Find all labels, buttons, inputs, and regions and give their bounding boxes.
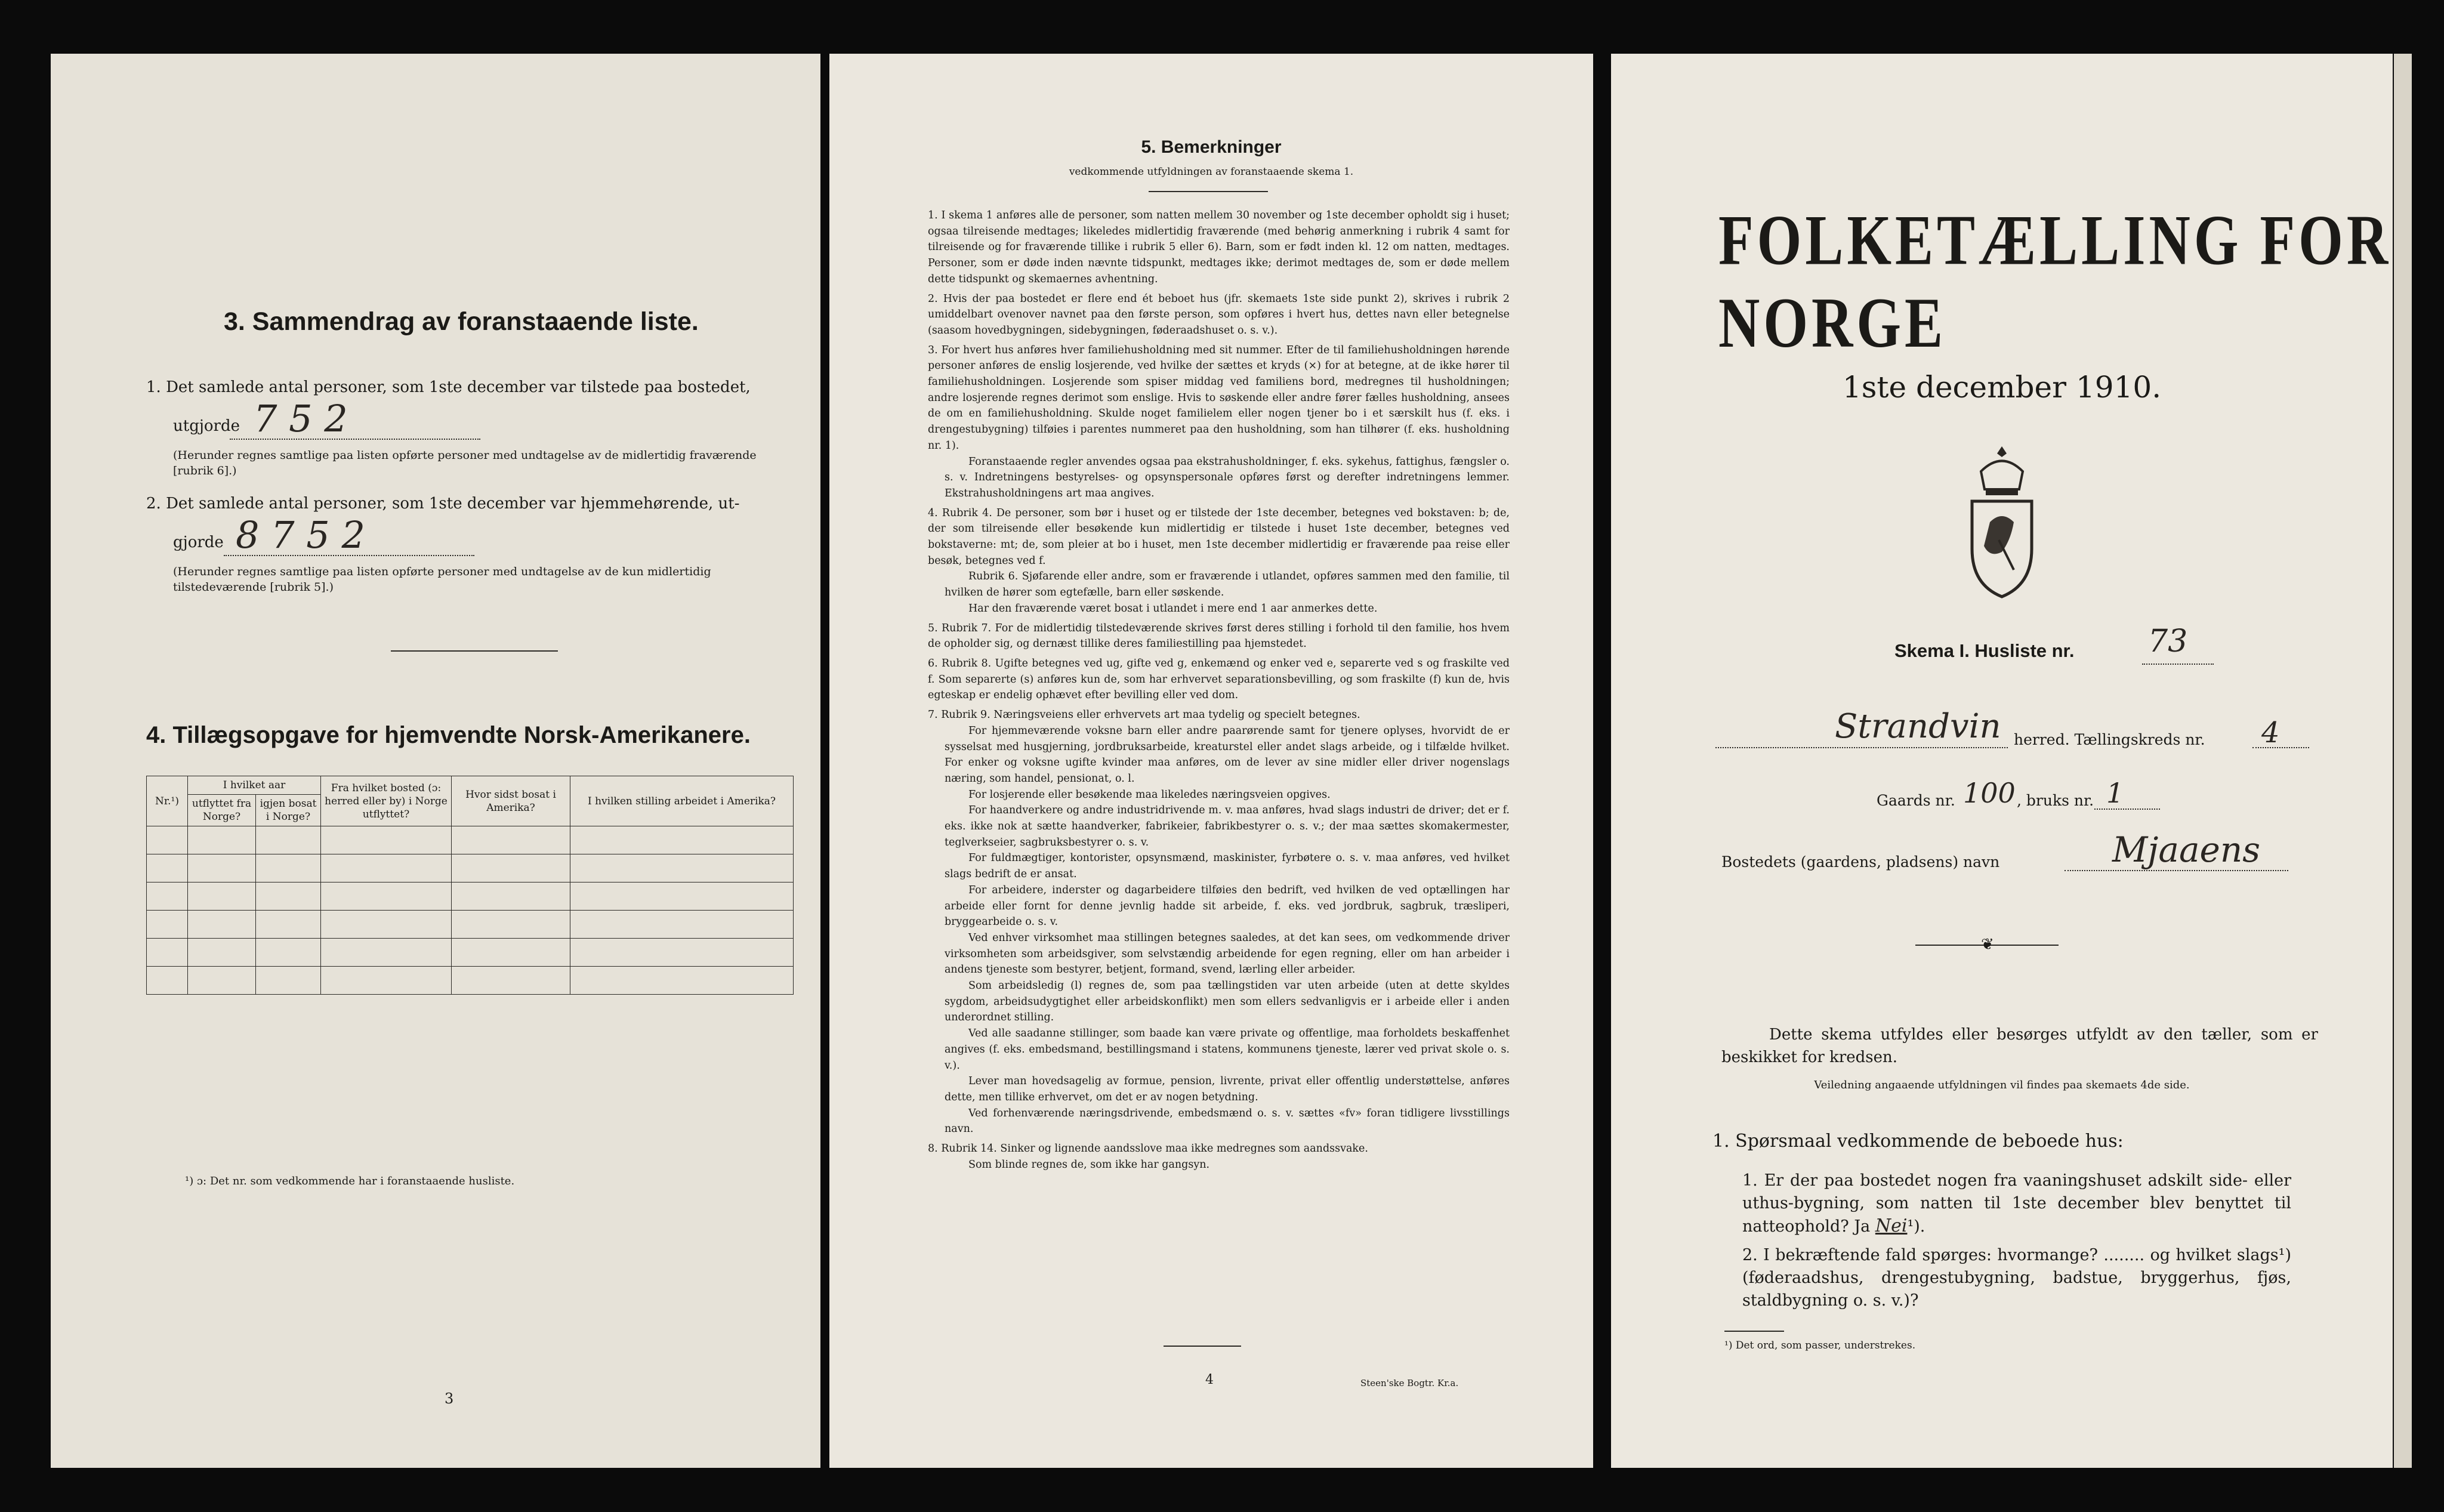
instruction-text: Dette skema utfyldes eller besørges utfyldt av den tæller, som er beskikket for kredsen.	[1721, 1026, 2318, 1066]
remarks-subtitle: vedkommende utfyldningen av foranstaaende skema 1.	[1069, 166, 1354, 178]
table-row	[147, 826, 794, 854]
bosted-fill-line	[2065, 870, 2288, 871]
col-last-place: Hvor sidst bosat i Amerika?	[452, 776, 570, 826]
remark-paragraph: For fuldmægtiger, kontorister, opsynsmænd, maskinister, fyrbøtere o. s. v. maa anføres, ved hvilket slags bedrift de er ansat.	[945, 852, 1510, 881]
kreds-handwritten: 4	[2261, 716, 2280, 749]
table-row	[147, 882, 794, 911]
item1-utgjorde: utgjorde	[173, 417, 240, 435]
remark-paragraph: Lever man hovedsagelig av formue, pension, livrente, privat eller offentlig understøttelse, anføres dette, men tillike erhvervet, om det er av nogen betydning.	[945, 1075, 1510, 1103]
col-position: I hvilken stilling arbeidet i Amerika?	[570, 776, 794, 826]
item1-handwritten: 7 5 2	[254, 397, 348, 440]
census-date: 1ste december 1910.	[1842, 370, 2162, 405]
table-row	[147, 939, 794, 967]
item1-fill-line	[230, 439, 480, 440]
ornament-icon: ❦	[1981, 936, 1994, 954]
item2-handwritten: 8 7 5 2	[236, 513, 365, 557]
table-row	[147, 854, 794, 882]
question-2: 2. I bekræftende fald spørges: hvormange? ........ og hvilket slags¹) (føderaadshus, drengestubygning, badstue, bryggerhus, fjøs, staldbygning o. s. v.)?	[1742, 1246, 2291, 1310]
gaards-handwritten: 100	[1963, 777, 2016, 809]
schema-label: Skema I. Husliste nr.	[1894, 640, 2075, 661]
remark-paragraph: Som arbeidsledig (l) regnes de, som paa tællingstiden var uten arbeide (uten at dette skyldes sygdom, arbeidsudygtighet eller arbeidskonflikt) men som ellers sedvanligvis er i arbeide eller i anden underordnet stilling.	[945, 980, 1510, 1024]
remark-paragraph: 1. I skema 1 anføres alle de personer, som natten mellem 30 november og 1ste december opholdt sig i huset; ogsaa tilreisende medtages; likeledes midlertidig fraværende (med behørig anmerkning i rubrik 4 samt for tilreisende og for fraværende tillike i rubrik 5 eller 6). Barn, som er født inden kl. 12 om natten, medtages. Personer, som er døde inden nævnte tidspunkt, medtages ikke; derimot medtages de, som er døde mellem dette tidspunkt og skemaernes avhentning.	[928, 209, 1510, 285]
remark-paragraph: Foranstaaende regler anvendes ogsaa paa ekstrahusholdninger, f. eks. sykehus, fattighus, fængsler o. s. v. Indretningens bestyrelses- og opsynspersonale opføres først og derefter indretningens lemmer. Ekstrahusholdningens art maa angives.	[945, 455, 1510, 499]
item2-fill-line	[224, 555, 474, 556]
item1-text: 1. Det samlede antal personer, som 1ste december var tilstede paa bostedet,	[146, 378, 751, 396]
remark-paragraph: For losjerende eller besøkende maa likeledes næringsveien opgives.	[968, 788, 1331, 801]
bruks-label: , bruks nr.	[2017, 792, 2094, 809]
bosted-label: Bostedets (gaardens, pladsens) navn	[1721, 853, 2000, 871]
census-title: FOLKETÆLLING FOR NORGE	[1718, 199, 2392, 363]
bosted-handwritten: Mjaaens	[2112, 829, 2260, 870]
remark-paragraph: For arbeidere, inderster og dagarbeidere tilføies den bedrift, ved hvilken de ved optællingen har arbeide eller fornt for denne jevnlig hadde sit arbeide, f. eks. ved jordbruk, sagbruk, træsliperi, bryggearbeide o. s. v.	[945, 884, 1510, 928]
remark-paragraph: Som blinde regnes de, som ikke har gangsyn.	[968, 1158, 1210, 1171]
bruks-fill-line	[2094, 809, 2160, 810]
item2-text: 2. Det samlede antal personer, som 1ste december var hjemmehørende, ut-	[146, 495, 740, 513]
remark-paragraph: Ved enhver virksomhet maa stillingen betegnes saaledes, at det kan sees, om vedkommende driver virksomheten som arbeidsgiver, som selvstændig arbeidende for egen regning, eller om han arbeider i andens tjeneste som bestyrer, betjent, formand, svend, lærling eller arbeider.	[945, 931, 1510, 976]
herred-handwritten: Strandvin	[1835, 707, 2001, 746]
remark-paragraph: Rubrik 6. Sjøfarende eller andre, som er fraværende i utlandet, opføres sammen med den familie, til hvilken de hører som egtefælle, barn eller søskende.	[945, 570, 1510, 599]
remark-paragraph: For hjemmeværende voksne barn eller andre paarørende samt for tjenere oplyses, hvorvidt de er sysselsat med husgjerning, jordbruksarbeide, kreaturstel eller andet slags arbeide, og i tilfælde hvilket. For enker og voksne ugifte kvinder maa anføres, om de lever av sine midler eller driver nogenslags næring, som handel, pensionat, o. l.	[945, 724, 1510, 785]
remark-paragraph: 3. For hvert hus anføres hver familiehusholdning med sit nummer. Efter de til familiehusholdningen hørende personer anføres de enslig losjerende, ved hvilke der sættes et kryds (×) for at betegne, at de ikke hører til familiehusholdningen. Losjerende som spiser middag ved familiens bord, medregnes til husholdningen; andre losjerende regnes derimot som enslige. Hvis to søskende eller andre fører fælles husholdning, ansees de om en familiehusholdning. Skulde noget familielem eller nogen tjener bo i et særskilt hus (f. eks. i drengestubygning) tilføies i parentes nummeret paa den husholdning, som han tilhører (f. eks. husholdning nr. 1).	[928, 344, 1510, 452]
remark-paragraph: 6. Rubrik 8. Ugifte betegnes ved ug, gifte ved g, enkemænd og enker ved e, separerte ved s og fraskilte ved f. Som separerte (s) anføres kun de, som har erhvervet separationsbevilling, og som fraskilte (f) kun de, hvis egteskap er endelig ophævet efter bevilling eller ved dom.	[928, 657, 1510, 702]
divider	[391, 650, 558, 652]
remark-paragraph: 4. Rubrik 4. De personer, som bør i huset og er tilstede der 1ste december, betegnes ved bokstaven: b; de, der som tilreisende eller besøkende kun midlertidig er tilstede i huset 1ste december, betegnes ved bokstaverne: mt; de, som pleier at bo i huset, men 1ste december midlertidig er fraværende paa reise eller besøk, betegnes ved f.	[928, 507, 1510, 567]
section3-title: 3. Sammendrag av foranstaaende liste.	[224, 307, 699, 336]
guidance-text: Veiledning angaaende utfyldningen vil findes paa skemaets 4de side.	[1814, 1079, 2190, 1091]
questions-heading: 1. Spørsmaal vedkommende de beboede hus:	[1712, 1131, 2124, 1152]
left-footnote: ¹) ɔ: Det nr. som vedkommende har i foranstaaende husliste.	[185, 1175, 515, 1187]
table-row	[147, 967, 794, 995]
remarks-title: 5. Bemerkninger	[1141, 137, 1282, 157]
remarks-list	[928, 208, 1510, 1172]
remark-paragraph: 5. Rubrik 7. For de midlertidig tilstedeværende skrives først deres stilling i forhold til den familie, hos hvem de opholder sig, og dernæst tillike deres familiestilling paa hjemstedet.	[928, 622, 1510, 650]
kreds-fill-line	[2252, 747, 2309, 748]
middle-page	[829, 54, 1593, 1468]
bottom-rule	[1164, 1346, 1241, 1347]
section4-title: 4. Tillægsopgave for hjemvendte Norsk-Amerikanere.	[146, 722, 751, 748]
col-emigrated: utflyttet fra Norge?	[188, 795, 256, 826]
printer-note: Steen'ske Bogtr. Kr.a.	[1360, 1378, 1459, 1388]
col-nr: Nr.¹)	[147, 776, 188, 826]
remark-paragraph: Ved forhenværende næringsdrivende, embedsmænd o. s. v. sættes «fv» foran tidligere livsstillings navn.	[945, 1107, 1510, 1135]
schema-handwritten: 73	[2148, 624, 2188, 659]
item2-note: (Herunder regnes samtlige paa listen opførte personer med undtagelse av de kun midlertidig tilstedeværende [rubrik 5].)	[173, 565, 711, 594]
col-from-place: Fra hvilket bosted (ɔ: herred eller by) i Norge utflyttet?	[321, 776, 452, 826]
table-row	[147, 911, 794, 939]
remark-paragraph: For haandverkere og andre industridrivende m. v. maa anføres, hvad slags industri de driver; det er f. eks. ikke nok at sætte haandverker, fabrikeier, fabrikbestyrer o. s. v.; der maa sættes skomakermester, teglverkseier, sagbruksbestyrer o. s. v.	[945, 804, 1510, 848]
right-footnote: ¹) Det ord, som passer, understrekes.	[1724, 1340, 1916, 1351]
middle-page-number: 4	[1205, 1372, 1214, 1387]
bruks-handwritten: 1	[2106, 777, 2124, 809]
herred-fill-line	[1715, 747, 2008, 748]
left-page-number: 3	[445, 1390, 454, 1407]
norsk-amerikaner-table	[146, 776, 794, 995]
item1-note: (Herunder regnes samtlige paa listen opførte personer med undtagelse av de midlertidig fraværende [rubrik 6].)	[173, 449, 757, 477]
coat-of-arms-icon	[1957, 442, 2047, 603]
remark-paragraph: 8. Rubrik 14. Sinker og lignende aandsslove maa ikke medregnes som aandssvake.	[928, 1143, 1368, 1155]
remark-paragraph: Har den fraværende været bosat i utlandet i mere end 1 aar anmerkes dette.	[968, 602, 1378, 615]
title-rule	[1149, 191, 1268, 192]
question-1: 1. Er der paa bostedet nogen fra vaaningshuset adskilt side- eller uthus-bygning, som natten til 1ste december blev benyttet til natteophold? Ja Nei¹).	[1742, 1171, 2291, 1236]
left-page	[51, 54, 820, 1468]
remark-paragraph: Ved alle saadanne stillinger, som baade kan være private og offentlige, maa forholdets beskaffenhet angives (f. eks. embedsmand, bestillingsmand i statens, kommunens tjeneste, lærer ved privat skole o. s. v.).	[945, 1027, 1510, 1072]
question-1-text: 1. Er der paa bostedet nogen fra vaaningshuset adskilt side- eller uthus-bygning, som natten til 1ste december blev benyttet til natteophold? Ja	[1742, 1171, 2291, 1236]
herred-label: herred. Tællingskreds nr.	[2014, 731, 2205, 748]
gaards-label: Gaards nr.	[1877, 792, 1955, 809]
remark-paragraph: 2. Hvis der paa bostedet er flere end ét beboet hus (jfr. skemaets 1ste side punkt 2), skrives i rubrik 2 umiddelbart ovenover navnet paa den første person, som opføres i hvert hus, dettes navn eller betegnelse (saasom hovedbygningen, sidebygningen, føderaadshuset o. s. v.).	[928, 292, 1510, 337]
col-returned: igjen bosat i Norge?	[256, 795, 321, 826]
right-page	[1611, 54, 2393, 1468]
question-1-answer: Nei	[1875, 1215, 1908, 1236]
col-year-group: I hvilket aar	[188, 776, 321, 795]
item2-gjorde: gjorde	[173, 533, 224, 551]
page-edge	[2394, 54, 2412, 1468]
remark-paragraph: 7. Rubrik 9. Næringsveiens eller erhvervets art maa tydelig og specielt betegnes.	[928, 709, 1360, 721]
footnote-rule	[1724, 1331, 1784, 1332]
schema-fill-line	[2142, 664, 2214, 665]
